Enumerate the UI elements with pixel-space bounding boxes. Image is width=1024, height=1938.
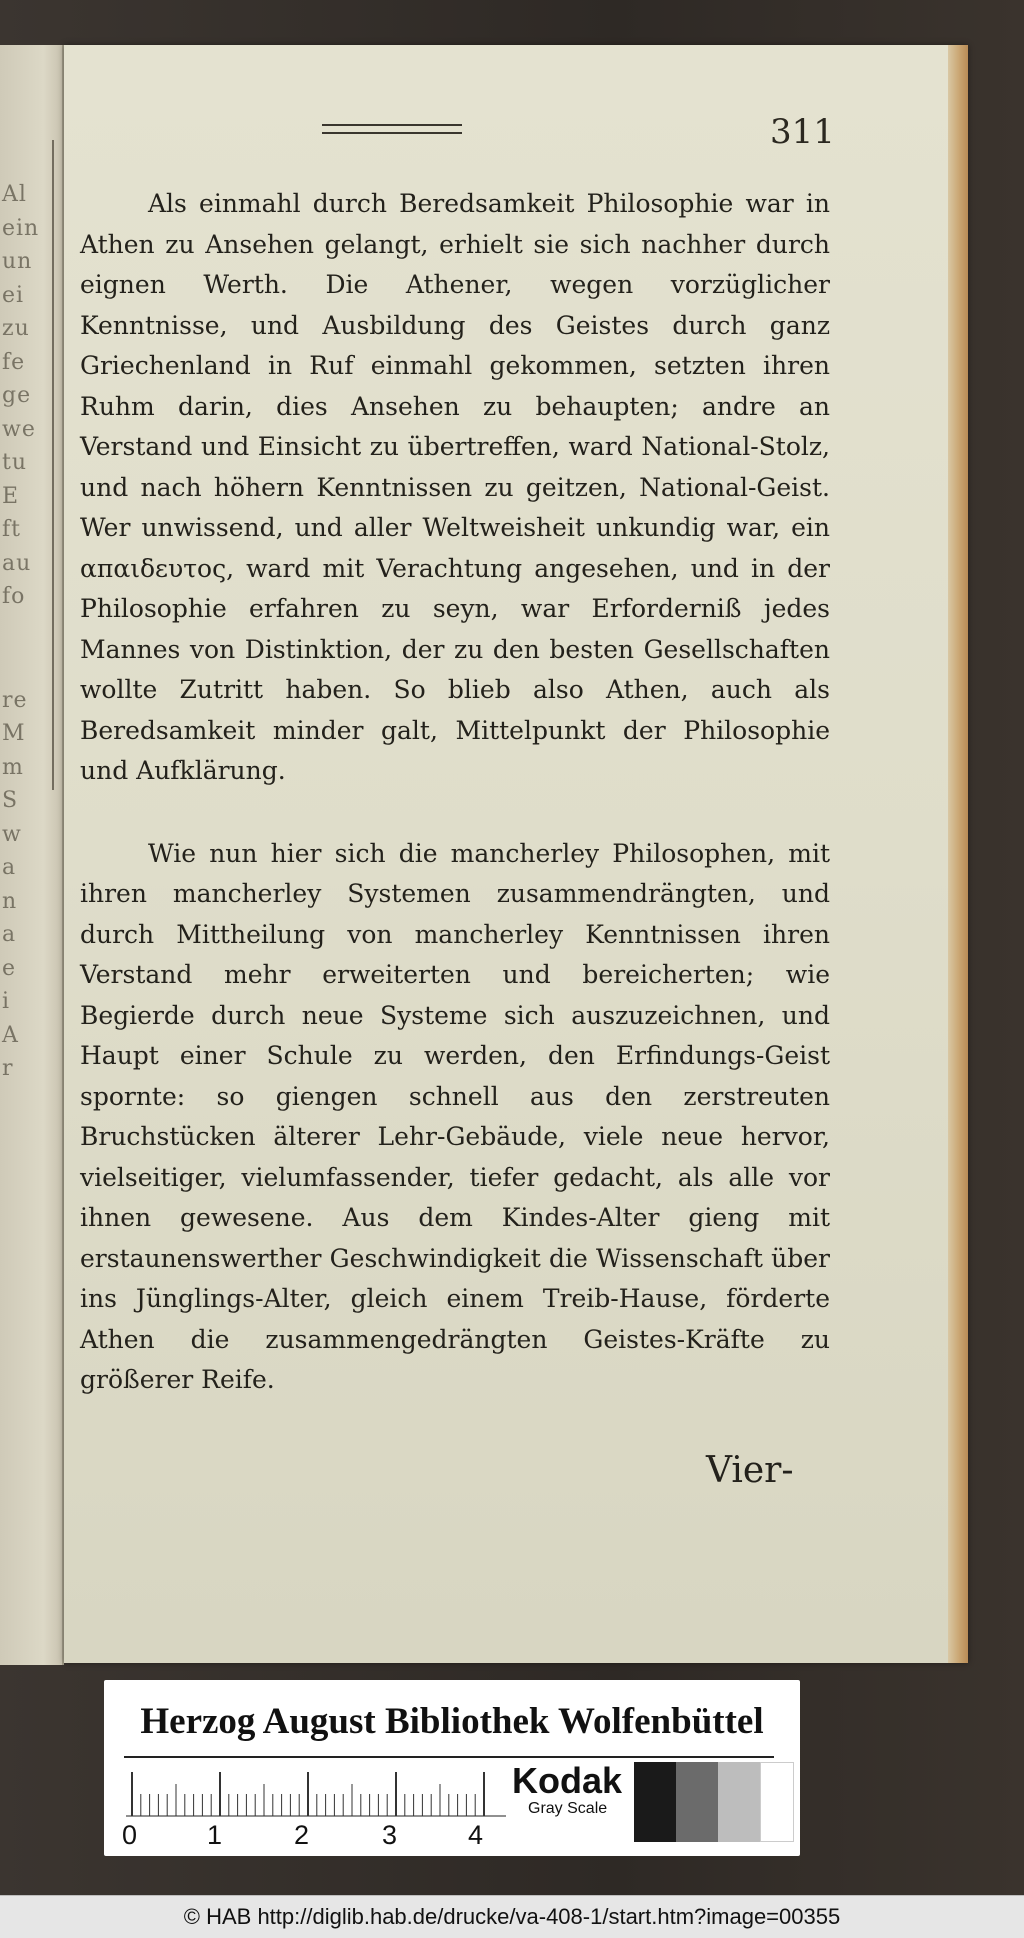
prev-page-fragment: re [2,687,28,713]
previous-page-margin [0,45,64,1665]
prev-page-fragment: e [2,955,17,981]
prev-page-fragment: Al [2,182,27,207]
ruler-number-2: 2 [294,1820,310,1850]
prev-page-fragment: w [2,821,22,847]
prev-page-fragment: ein [2,215,40,241]
footer-credit: © HAB http://diglib.hab.de/drucke/va-408-1/start.htm?image=00355 [0,1895,1024,1938]
prev-page-fragment: a [2,855,17,880]
kodak-logo: Kodak [512,1760,623,1801]
prev-page-fragment: un [2,249,33,274]
prev-page-fragment: r [2,1056,14,1081]
body-text [80,184,830,1401]
prev-page-fragment: ft [2,517,21,542]
ruler-number-3: 3 [382,1820,398,1850]
prev-page-fragment: i [2,989,11,1014]
label-divider [124,1756,774,1758]
catchword: Vier- [706,1450,794,1491]
prev-page-fragment: fe [2,349,26,375]
page-edge [948,45,968,1663]
kodak-subtitle: Gray Scale [528,1800,608,1817]
paragraph-1: Als einmahl durch Beredsamkeit Philosophie war in Athen zu Ansehen gelangt, erhielt sie sich nachher durch eignen Werth. Die Athener, wegen vorzüglicher Kenntnisse, und Ausbildung des Geistes durch ganz Griechenland in Ruf einmahl gekommen, setzten ihren Ruhm darin, dies Ansehen zu behaupten; andre an Verstand und Einsicht zu übertreffen, ward National-Stolz, und nach höhern Kenntnissen zu geitzen, National-Geist. Wer unwissend, und aller Weltweisheit unkundig war, ein απαιδευτος, ward mit Verachtung angesehen, und in der Philosophie erfahren zu seyn, war Erforderniß jedes Mannes von Distinktion, der zu den besten Gesellschaften wollte Zutritt haben. So blieb also Athen, auch als Beredsamkeit minder galt, Mittelpunkt der Philosophie und Aufklärung. [80,189,830,785]
prev-page-fragment: fo [2,584,26,609]
gray-swatch [634,1762,676,1842]
prev-page-fragment: E [2,483,20,509]
prev-page-fragment: tu [2,450,28,475]
ruler-number-4: 4 [468,1820,484,1850]
prev-page-fragment: we [2,416,36,442]
prev-page-fragment: n [2,888,18,914]
prev-page-fragment: ei [2,282,25,308]
prev-page-fragment: zu [2,316,30,341]
paragraph-2: Wie nun hier sich die mancherley Philosophen, mit ihren mancherley Systemen zusammendrängten, und durch Mittheilung von mancherley Kenntnissen ihren Verstand mehr erweiterten und bereicherten; wie Begierde durch neue Systeme sich auszuzeichnen, und Haupt einer Schule zu werden, den Erfindungs-Geist spornte: so giengen schnell aus den zerstreuten Bruchstücken älterer Lehr-Gebäude, viele neue hervor, vielseitiger, vielumfassender, tiefer gedacht, als alle vor ihnen gewesene. Aus dem Kindes-Alter gieng mit erstaunenswerther Geschwindigkeit die Wissenschaft über ins Jünglings-Alter, gleich einem Treib-Hause, förderte Athen die zusammengedrängten Geistes-Kräfte zu größerer Reife. [80,838,830,1394]
prev-page-fragment: A [2,1022,19,1048]
measurement-ruler [126,1768,506,1818]
prev-page-fragment: M [2,721,26,746]
header-rule [322,124,462,134]
prev-page-fragment: a [2,922,17,947]
gray-swatch [760,1762,794,1842]
prev-page-fragment: ge [2,383,32,408]
gutter-line [52,140,54,790]
gray-swatch [676,1762,718,1842]
prev-page-fragment: au [2,550,32,576]
archive-label [104,1680,800,1856]
ruler-number-0: 0 [122,1820,138,1850]
ruler-number-1: 1 [207,1820,223,1850]
page-number: 311 [770,112,835,152]
gray-swatch [718,1762,760,1842]
prev-page-fragment: S [2,788,19,813]
prev-page-fragment: m [2,754,24,780]
library-name: Herzog August Bibliothek Wolfenbüttel [140,1701,764,1742]
